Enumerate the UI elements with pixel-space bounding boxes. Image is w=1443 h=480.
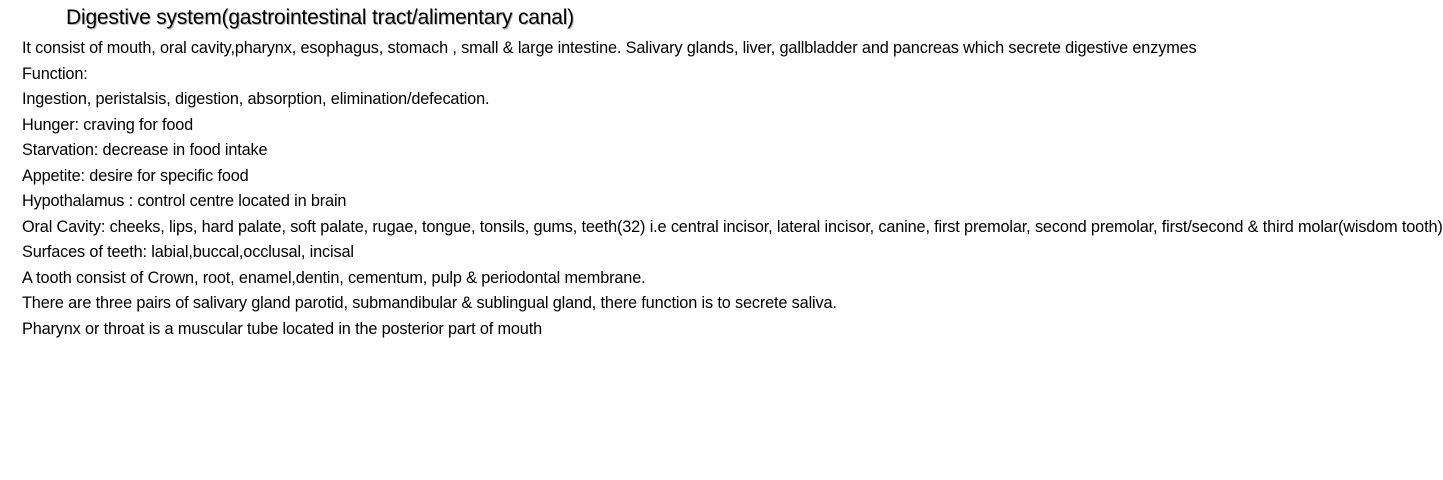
text-line: gland, there function is to secrete saliva. [552, 294, 837, 312]
slide-body [22, 38, 1443, 344]
paragraph-hypothalamus [22, 191, 626, 212]
text-line: Function: [22, 64, 88, 83]
text-line: Starvation: decrease in food intake [22, 141, 268, 159]
text-line: periodontal membrane. [481, 268, 646, 287]
text-line: A tooth consist of Crown, root, enamel,dentin, cementum, pulp & [22, 268, 477, 287]
paragraph-teeth-surfaces [22, 242, 626, 263]
text-line: Appetite: desire for specific food [22, 166, 249, 185]
text-line: Hypothalamus : control centre located in brain [22, 192, 347, 210]
paragraph-pharynx [22, 319, 626, 340]
paragraph-functions [22, 89, 626, 110]
text-line: gums, teeth(32) i.e central incisor, lateral incisor, canine, first premolar, [533, 217, 1031, 236]
text-line: Hunger: craving for food [22, 115, 194, 134]
text-line: Ingestion, peristalsis, digestion, absorption, elimination/defecation. [22, 90, 490, 108]
text-line: second premolar, first/second & third molar(wisdom tooth) [1034, 217, 1443, 236]
text-line: Pharynx or throat is a muscular tube located in the posterior part of mouth [22, 319, 542, 338]
paragraph-appetite [22, 166, 626, 187]
paragraph-oral-cavity [22, 217, 1443, 238]
paragraph-starvation [22, 140, 626, 161]
text-line: Surfaces of teeth: labial,buccal,occlusal, incisal [22, 243, 354, 261]
slide-title: Digestive system(gastrointestinal tract/alimentary canal) [66, 6, 574, 29]
paragraph-hunger [22, 115, 626, 136]
text-line: large intestine. Salivary glands, liver, gallbladder and pancreas which [517, 39, 1005, 57]
text-line: Oral Cavity: cheeks, lips, hard palate, soft palate, rugae, tongue, tonsils, [22, 217, 530, 236]
text-line: secrete digestive enzymes [1008, 39, 1197, 57]
paragraph-tooth-structure [22, 268, 646, 289]
paragraph-salivary-glands [22, 293, 837, 314]
text-line: It consist of mouth, oral cavity,pharynx, esophagus, stomach , small & [22, 39, 514, 57]
text-line: There are three pairs of salivary gland parotid, submandibular & sublingual [22, 294, 549, 312]
paragraph-overview [22, 38, 1197, 59]
paragraph-function-heading [22, 64, 626, 85]
